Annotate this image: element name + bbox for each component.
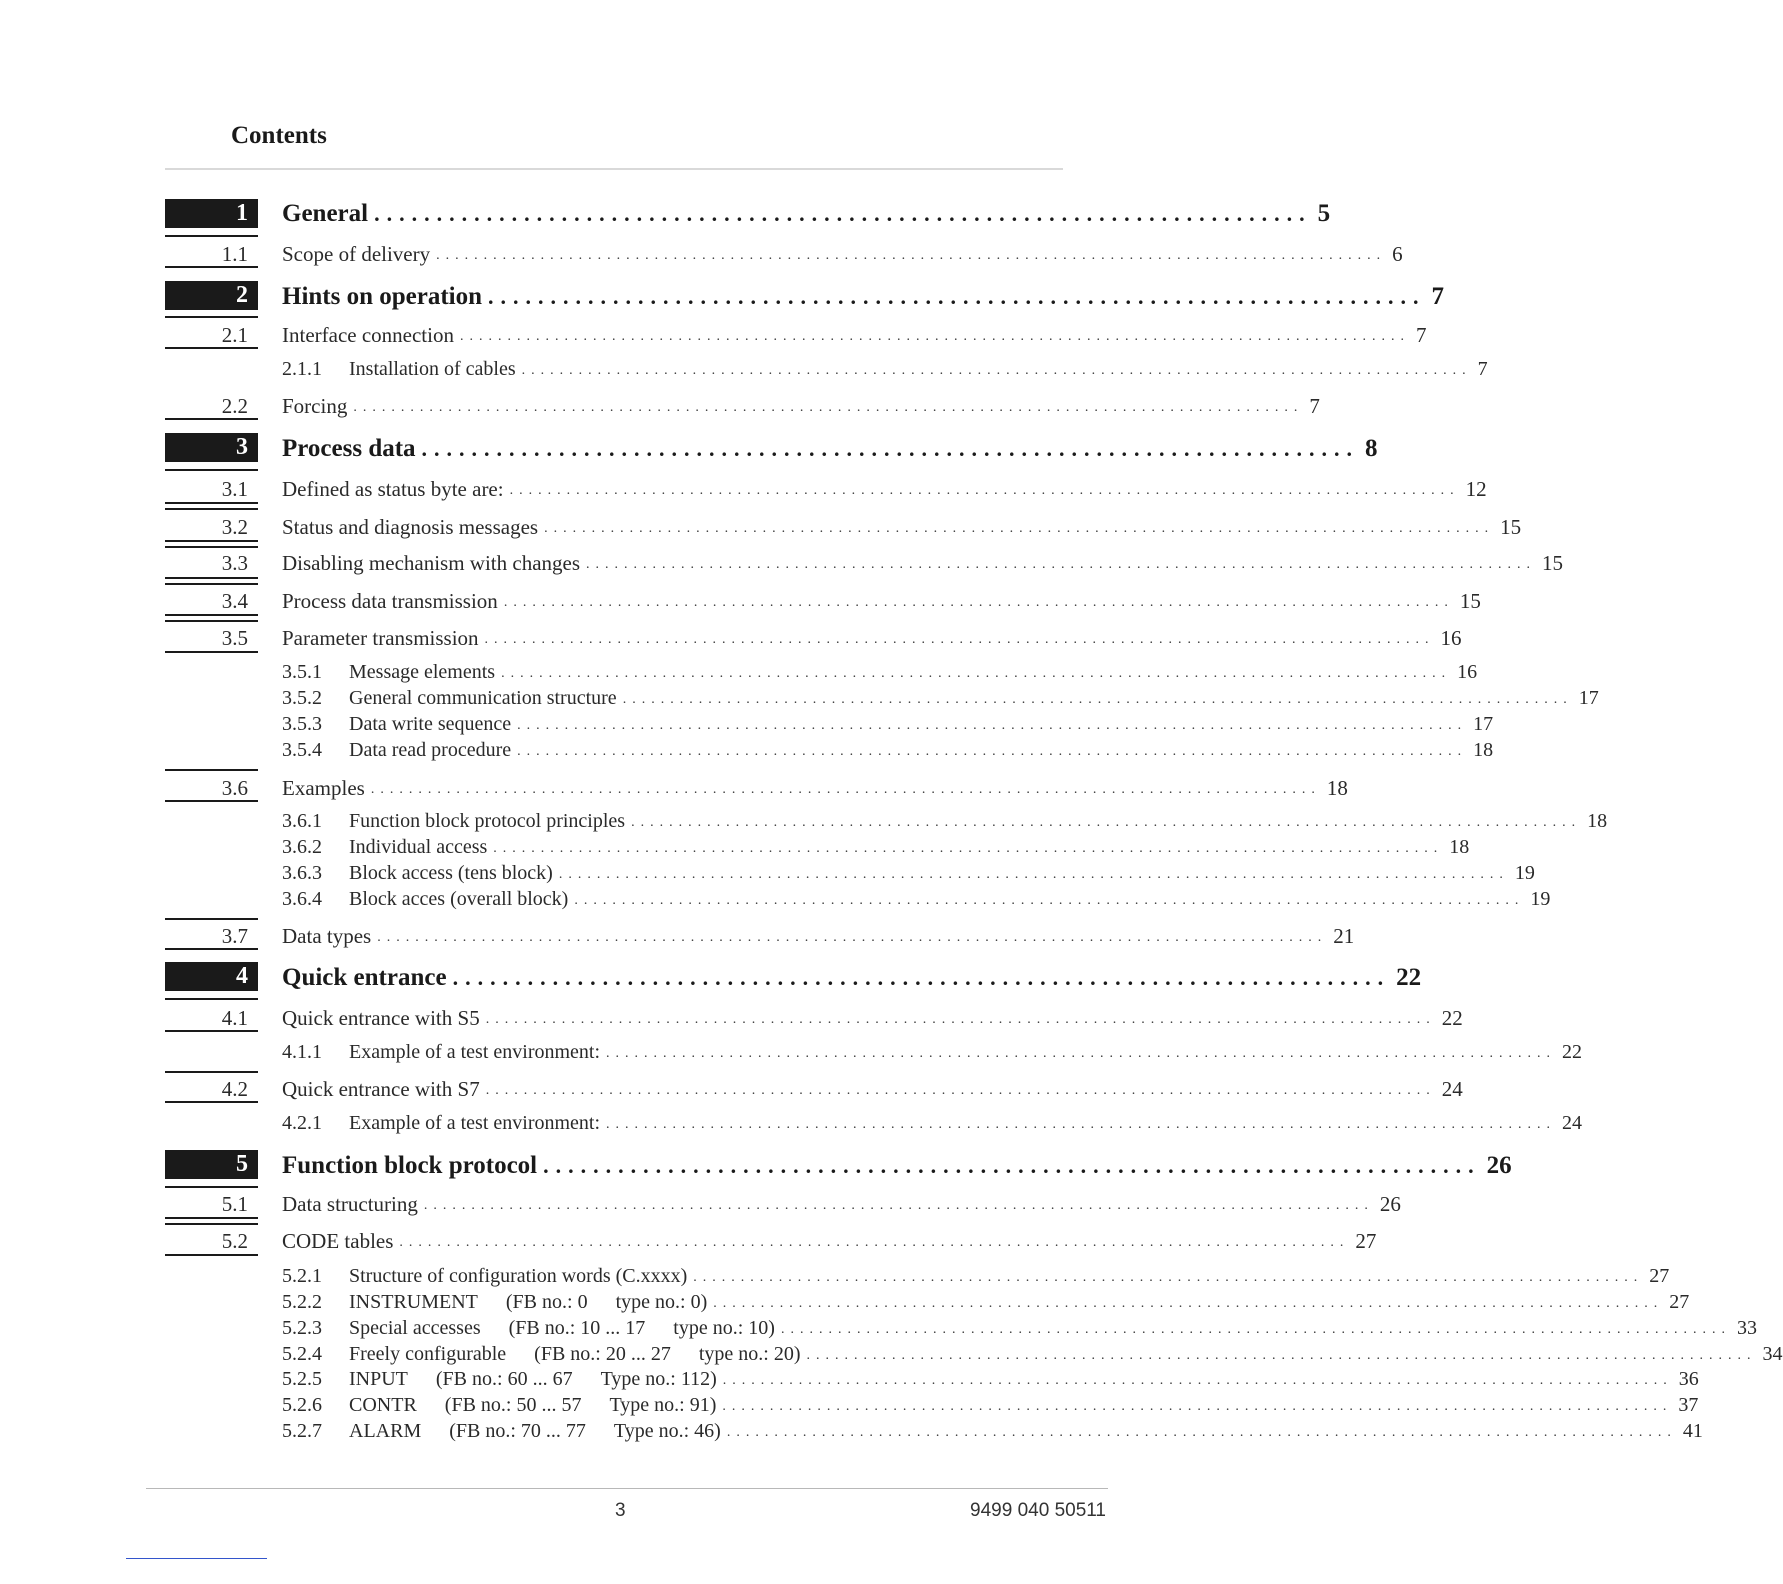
- chapter-underline: [165, 316, 258, 318]
- section-title: CODE tables: [282, 1228, 394, 1253]
- chapter-number: 1: [165, 199, 258, 228]
- toc-subsection-row[interactable]: [282, 886, 1551, 912]
- toc-section-row[interactable]: [282, 771, 1348, 805]
- toc-subsection-row[interactable]: [282, 737, 1494, 763]
- subsection-title: Installation of cables: [349, 357, 516, 380]
- section-title: Scope of delivery: [282, 241, 431, 266]
- subsection-title: Message elements: [349, 660, 496, 683]
- section-underline: [165, 540, 258, 542]
- dot-leader: ....................................................................................................: [485, 1083, 1436, 1098]
- dot-leader: ....................................................................................................: [484, 632, 1435, 647]
- chapter-title: Quick entrance: [282, 964, 447, 991]
- page-number: 6: [1392, 241, 1403, 266]
- toc-subsection-row[interactable]: [282, 1110, 1583, 1136]
- subsection-number: 5.2.1: [282, 1264, 322, 1287]
- section-underline: [165, 1217, 258, 1219]
- dot-leader: ....................................................................................................: [713, 1296, 1664, 1311]
- subsection-number: 3.6.2: [282, 835, 322, 858]
- section-overline: [165, 918, 258, 920]
- dot-leader: ....................................................................................................: [399, 1235, 1350, 1250]
- section-underline: [165, 1254, 258, 1256]
- toc-section-row[interactable]: [282, 510, 1522, 544]
- subsection-number: 4.1.1: [282, 1040, 322, 1063]
- toc-section-row[interactable]: [282, 1187, 1401, 1221]
- dot-leader: ....................................................................................................: [726, 1425, 1677, 1440]
- section-underline: [165, 800, 258, 802]
- dot-leader: ....................................................................................................: [544, 521, 1495, 536]
- section-overline: [165, 583, 258, 585]
- page-number: 19: [1514, 861, 1535, 884]
- section-underline: [165, 948, 258, 950]
- toc-subsection-row[interactable]: [282, 1315, 1757, 1341]
- page-number: 27: [1649, 1264, 1670, 1287]
- fb-range: (FB no.: 60 ... 67: [435, 1367, 573, 1390]
- section-number: 1.1: [221, 242, 248, 266]
- section-underline: [165, 418, 258, 420]
- toc-subsection-row[interactable]: [282, 1418, 1703, 1444]
- subsection-title: Special accesses: [349, 1316, 481, 1339]
- subsection-number: 5.2.4: [282, 1342, 322, 1365]
- section-overline: [165, 620, 258, 622]
- page-number: 5: [1317, 200, 1331, 227]
- section-title: Quick entrance with S5: [282, 1005, 480, 1030]
- subsection-title: Individual access: [349, 835, 488, 858]
- chapter-number: 4: [165, 962, 258, 991]
- subsection-number: 5.2.6: [282, 1393, 322, 1416]
- toc-section-row[interactable]: [282, 621, 1462, 655]
- toc-section-row[interactable]: [282, 237, 1403, 271]
- toc-chapter-row[interactable]: [282, 197, 1331, 231]
- subsection-title: General communication structure: [349, 686, 617, 709]
- section-number: 3.3: [221, 551, 248, 575]
- subsection-number: 5.2.5: [282, 1367, 322, 1390]
- section-underline: [165, 1030, 258, 1032]
- toc-section-row[interactable]: [282, 919, 1355, 953]
- toc-section-row[interactable]: [282, 1224, 1377, 1258]
- subsection-title: Function block protocol principles: [349, 809, 626, 832]
- page-number: 17: [1578, 686, 1599, 709]
- dot-leader: ...........................................................................: [421, 436, 1360, 461]
- subsection-title: Data read procedure: [349, 738, 512, 761]
- dot-leader: ....................................................................................................: [606, 1117, 1557, 1132]
- page-number: 15: [1500, 514, 1522, 539]
- section-overline: [165, 769, 258, 771]
- type-number: type no.: 20): [698, 1342, 801, 1365]
- subsection-title: Example of a test environment:: [349, 1111, 601, 1134]
- footer-page-number: 3: [615, 1500, 626, 1521]
- page-number: 21: [1333, 923, 1355, 948]
- dot-leader: ....................................................................................................: [485, 1012, 1436, 1027]
- section-title: Status and diagnosis messages: [282, 514, 539, 539]
- dot-leader: ....................................................................................................: [501, 666, 1452, 681]
- chapter-title: Function block protocol: [282, 1152, 538, 1179]
- type-number: Type no.: 112): [600, 1367, 717, 1390]
- dot-leader: ....................................................................................................: [503, 595, 1454, 610]
- subsection-number: 3.6.4: [282, 887, 322, 910]
- chapter-title: General: [282, 200, 369, 227]
- dot-leader: ....................................................................................................: [509, 483, 1460, 498]
- dot-leader: ....................................................................................................: [521, 363, 1472, 378]
- page-number: 22: [1396, 964, 1422, 991]
- subsection-title: INPUT: [349, 1367, 408, 1390]
- page-number: 22: [1562, 1040, 1583, 1063]
- section-title: Interface connection: [282, 322, 454, 347]
- section-underline: [165, 266, 258, 268]
- toc-subsection-row[interactable]: [282, 1039, 1583, 1065]
- page-number: 7: [1477, 357, 1488, 380]
- page-number: 16: [1457, 660, 1478, 683]
- page-number: 16: [1440, 625, 1462, 650]
- subsection-number: 3.6.3: [282, 861, 322, 884]
- type-number: Type no.: 46): [613, 1419, 721, 1442]
- chapter-number: 5: [165, 1150, 258, 1179]
- toc-chapter-row[interactable]: [282, 432, 1378, 466]
- section-title: Parameter transmission: [282, 625, 479, 650]
- dot-leader: ...........................................................................: [452, 965, 1391, 990]
- section-overline: [165, 1071, 258, 1073]
- section-number: 2.1: [221, 323, 248, 347]
- page-number: 19: [1530, 887, 1551, 910]
- fb-range: (FB no.: 70 ... 77: [449, 1419, 586, 1442]
- toc-subsection-row[interactable]: [282, 659, 1478, 685]
- toc-chapter-row[interactable]: [282, 1149, 1512, 1183]
- page-number: 24: [1441, 1076, 1463, 1101]
- section-number: 3.4: [221, 589, 248, 613]
- fb-range: (FB no.: 20 ... 27: [534, 1342, 671, 1365]
- dot-leader: ....................................................................................................: [631, 815, 1582, 830]
- toc-section-row[interactable]: [282, 1001, 1463, 1035]
- toc-subsection-row[interactable]: [282, 356, 1488, 382]
- section-number: 4.2: [221, 1077, 248, 1101]
- section-underline: [165, 1101, 258, 1103]
- dot-leader: ....................................................................................................: [517, 718, 1468, 733]
- section-number: 3.2: [221, 515, 248, 539]
- section-number: 5.2: [221, 1229, 248, 1253]
- subsection-title: Freely configurable: [349, 1342, 507, 1365]
- section-title: Forcing: [282, 393, 348, 418]
- dot-leader: ....................................................................................................: [558, 867, 1509, 882]
- section-underline: [165, 502, 258, 504]
- dot-leader: ...........................................................................: [543, 1153, 1481, 1178]
- dot-leader: ....................................................................................................: [622, 692, 1573, 707]
- toc-subsection-row[interactable]: [282, 860, 1535, 886]
- subsection-number: 5.2.3: [282, 1316, 322, 1339]
- footer-divider: [146, 1488, 1108, 1489]
- chapter-underline: [165, 998, 258, 1000]
- chapter-underline: [165, 235, 258, 237]
- subsection-number: 5.2.2: [282, 1290, 322, 1313]
- dot-leader: ....................................................................................................: [693, 1270, 1644, 1285]
- dot-leader: ...........................................................................: [374, 201, 1312, 226]
- page-number: 26: [1379, 1191, 1401, 1216]
- section-overline: [165, 546, 258, 548]
- dot-leader: ....................................................................................................: [780, 1322, 1731, 1337]
- type-number: type no.: 10): [673, 1316, 775, 1339]
- section-number: 3.1: [221, 477, 248, 501]
- dot-leader: ....................................................................................................: [353, 400, 1304, 415]
- toc-section-row[interactable]: [282, 318, 1427, 352]
- page-number: 18: [1587, 809, 1608, 832]
- page-number: 7: [1415, 322, 1427, 347]
- page-number: 18: [1326, 775, 1348, 800]
- page-number: 17: [1473, 712, 1494, 735]
- subsection-title: INSTRUMENT: [349, 1290, 478, 1313]
- footer-document-number: 9499 040 50511: [970, 1500, 1106, 1521]
- top-divider: [165, 168, 1063, 170]
- page-number: 12: [1465, 476, 1487, 501]
- toc-subsection-row[interactable]: [282, 834, 1470, 860]
- toc-subsection-row[interactable]: [282, 1341, 1783, 1367]
- toc-subsection-row[interactable]: [282, 711, 1494, 737]
- page-number: 26: [1486, 1152, 1512, 1179]
- toc-section-row[interactable]: [282, 389, 1320, 423]
- subsection-number: 3.5.1: [282, 660, 322, 683]
- chapter-underline: [165, 1186, 258, 1188]
- fb-range: (FB no.: 10 ... 17: [508, 1316, 646, 1339]
- section-title: Examples: [282, 775, 365, 800]
- chapter-title: Process data: [282, 435, 416, 462]
- toc-subsection-row[interactable]: [282, 685, 1599, 711]
- section-underline: [165, 651, 258, 653]
- dot-leader: ....................................................................................................: [586, 557, 1537, 572]
- page-number: 15: [1459, 588, 1481, 613]
- toc-section-row[interactable]: [282, 546, 1564, 580]
- page-number: 36: [1678, 1367, 1699, 1390]
- subsection-number: 4.2.1: [282, 1111, 322, 1134]
- section-underline: [165, 577, 258, 579]
- section-number: 3.7: [221, 924, 248, 948]
- section-overline: [165, 1223, 258, 1225]
- dot-leader: ....................................................................................................: [493, 841, 1444, 856]
- toc-section-row[interactable]: [282, 1072, 1463, 1106]
- toc-subsection-row[interactable]: [282, 1366, 1699, 1392]
- type-number: type no.: 0): [615, 1290, 708, 1313]
- page-number: 18: [1449, 835, 1470, 858]
- subsection-number: 3.5.2: [282, 686, 322, 709]
- page-number: 15: [1542, 550, 1564, 575]
- subsection-title: Block access (tens block): [349, 861, 553, 884]
- dot-leader: ....................................................................................................: [436, 248, 1387, 263]
- toc-subsection-row[interactable]: [282, 1289, 1690, 1315]
- dot-leader: ....................................................................................................: [722, 1373, 1673, 1388]
- chapter-title: Hints on operation: [282, 283, 483, 310]
- toc-chapter-row[interactable]: [282, 961, 1422, 995]
- footnote-rule: [126, 1558, 267, 1559]
- dot-leader: ...........................................................................: [488, 284, 1426, 309]
- chapter-number: 2: [165, 281, 258, 310]
- section-title: Process data transmission: [282, 588, 498, 613]
- page-number: 34: [1762, 1342, 1783, 1365]
- subsection-number: 2.1.1: [282, 357, 322, 380]
- dot-leader: ....................................................................................................: [370, 782, 1321, 797]
- subsection-title: CONTR: [349, 1393, 417, 1416]
- dot-leader: ....................................................................................................: [377, 930, 1328, 945]
- toc-section-row[interactable]: [282, 472, 1487, 506]
- subsection-title: ALARM: [349, 1419, 422, 1442]
- section-number: 3.5: [221, 626, 248, 650]
- chapter-number: 3: [165, 433, 258, 462]
- page-number: 8: [1365, 435, 1378, 462]
- page-number: 37: [1678, 1393, 1699, 1416]
- subsection-number: 3.5.3: [282, 712, 322, 735]
- section-number: 3.6: [221, 776, 248, 800]
- subsection-number: 5.2.7: [282, 1419, 322, 1442]
- dot-leader: ....................................................................................................: [574, 893, 1525, 908]
- page-number: 41: [1682, 1419, 1703, 1442]
- section-number: 2.2: [221, 394, 248, 418]
- dot-leader: ....................................................................................................: [722, 1399, 1673, 1414]
- section-title: Data structuring: [282, 1191, 418, 1216]
- toc-section-row[interactable]: [282, 584, 1481, 618]
- section-number: 4.1: [221, 1006, 248, 1030]
- page-number: 27: [1355, 1228, 1377, 1253]
- subsection-title: Block acces (overall block): [349, 887, 569, 910]
- section-title: Quick entrance with S7: [282, 1076, 480, 1101]
- dot-leader: ....................................................................................................: [806, 1348, 1757, 1363]
- section-underline: [165, 347, 258, 349]
- section-title: Data types: [282, 923, 372, 948]
- section-title: Disabling mechanism with changes: [282, 550, 581, 575]
- page-number: 22: [1441, 1005, 1463, 1030]
- subsection-title: Structure of configuration words (C.xxxx): [349, 1264, 688, 1287]
- dot-leader: ....................................................................................................: [459, 329, 1410, 344]
- section-title: Defined as status byte are:: [282, 476, 504, 501]
- section-underline: [165, 614, 258, 616]
- toc-subsection-row[interactable]: [282, 1263, 1670, 1289]
- page-number: 24: [1562, 1111, 1583, 1134]
- page-number: 27: [1669, 1290, 1690, 1313]
- page-number: 7: [1431, 283, 1445, 310]
- section-number: 5.1: [221, 1192, 248, 1216]
- subsection-number: 3.6.1: [282, 809, 322, 832]
- type-number: Type no.: 91): [609, 1393, 717, 1416]
- page-title: Contents: [231, 122, 327, 149]
- subsection-title: Data write sequence: [349, 712, 512, 735]
- fb-range: (FB no.: 50 ... 57: [444, 1393, 582, 1416]
- fb-range: (FB no.: 0: [505, 1290, 588, 1313]
- toc-subsection-row[interactable]: [282, 808, 1608, 834]
- toc-chapter-row[interactable]: [282, 280, 1445, 314]
- chapter-underline: [165, 469, 258, 471]
- section-overline: [165, 508, 258, 510]
- subsection-number: 3.5.4: [282, 738, 322, 761]
- page-number: 7: [1309, 393, 1320, 418]
- page-number: 33: [1736, 1316, 1757, 1339]
- dot-leader: ....................................................................................................: [517, 744, 1468, 759]
- dot-leader: ....................................................................................................: [606, 1046, 1557, 1061]
- dot-leader: ....................................................................................................: [423, 1198, 1374, 1213]
- toc-subsection-row[interactable]: [282, 1392, 1699, 1418]
- page-number: 18: [1473, 738, 1494, 761]
- subsection-title: Example of a test environment:: [349, 1040, 601, 1063]
